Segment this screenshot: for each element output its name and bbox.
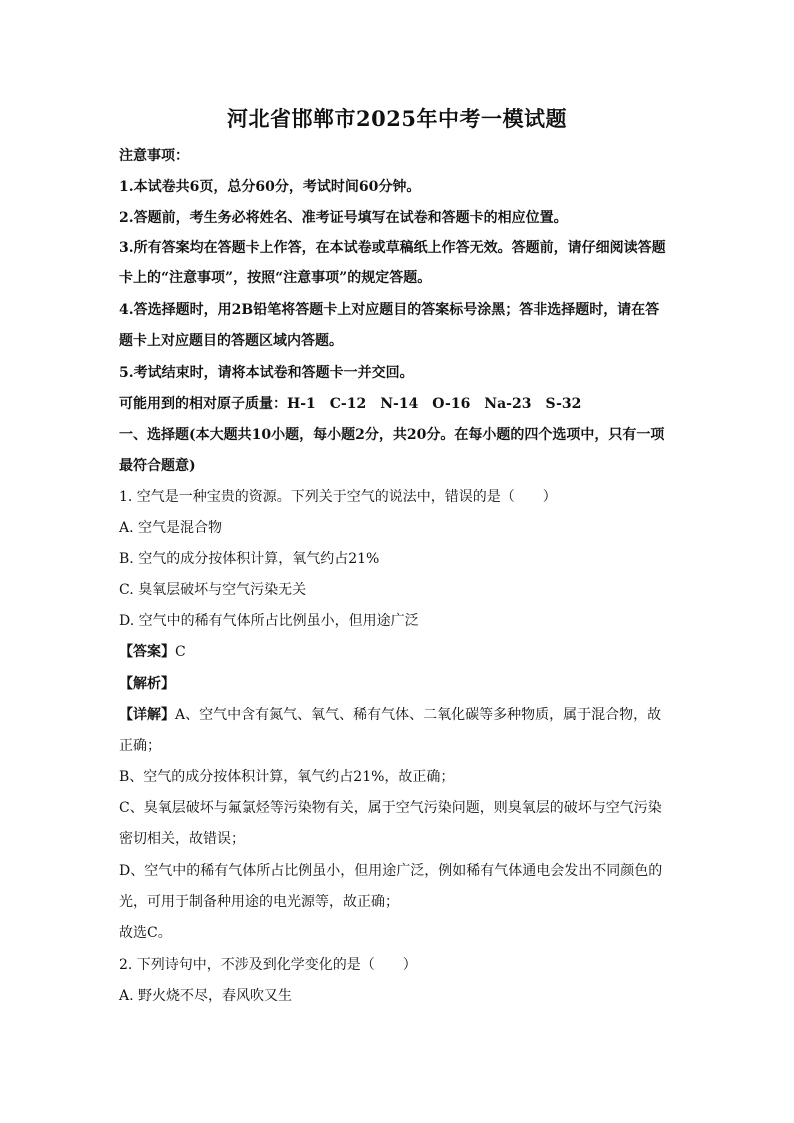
analysis-label: 【解析】 [119, 676, 175, 692]
detail-line-7: 光，可用于制备种用途的电光源等，故正确； [119, 894, 399, 910]
notice-item-2: 2.答题前，考生务必将姓名、准考证号填写在试卷和答题卡的相应位置。 [119, 210, 568, 226]
detail-line-2: 正确； [119, 738, 161, 754]
notice-item-4: 4.答选择题时，用2B铅笔将答题卡上对应题目的答案标号涂黑；答非选择题时，请在答 [119, 302, 660, 318]
question-1-option-c: C. 臭氧层破坏与空气污染无关 [119, 582, 307, 598]
detail-label: 【详解】 [119, 707, 175, 723]
detail-line-3: B、空气的成分按体积计算，氧气约占21%，故正确； [119, 769, 455, 785]
detail-line-5: 密切相关，故错误； [119, 831, 245, 847]
answer-line [119, 642, 186, 662]
notice-item-3: 3.所有答案均在答题卡上作答，在本试卷或草稿纸上作答无效。答题前，请仔细阅读答题 [119, 240, 666, 256]
question-1-option-b: B. 空气的成分按体积计算，氧气约占21% [119, 551, 380, 567]
answer-value: C [175, 644, 186, 660]
question-1-option-d: D. 空气中的稀有气体所占比例虽小，但用途广泛 [119, 613, 419, 629]
notice-item-3-cont: 卡上的“注意事项”，按照“注意事项”的规定答题。 [119, 270, 432, 286]
notice-item-1: 1.本试卷共6页，总分60分，考试时间60分钟。 [119, 179, 421, 195]
detail-text: A、空气中含有氮气、氧气、稀有气体、二氧化碳等多种物质，属于混合物，故 [175, 707, 662, 723]
question-1-option-a: A. 空气是混合物 [119, 520, 223, 536]
section-heading-cont: 最符合题意) [119, 458, 196, 474]
page-title: 河北省邯郸市2025年中考一模试题 [227, 106, 567, 131]
notice-heading: 注意事项： [119, 148, 189, 164]
question-2-stem: 2. 下列诗句中，不涉及到化学变化的是（ ） [119, 957, 417, 973]
question-1-stem: 1. 空气是一种宝贵的资源。下列关于空气的说法中，错误的是（ ） [119, 489, 557, 505]
notice-item-5: 5.考试结束时，请将本试卷和答题卡一并交回。 [119, 365, 414, 381]
detail-line-4: C、臭氧层破坏与氟氯烃等污染物有关，属于空气污染问题，则臭氧层的破坏与空气污染 [119, 800, 662, 816]
notice-item-4-cont: 题卡上对应题目的答题区域内答题。 [119, 333, 343, 349]
detail-line-8: 故选C。 [119, 925, 172, 941]
atomic-masses: 可能用到的相对原子质量：H-1 C-12 N-14 O-16 Na-23 S-32 [119, 396, 582, 412]
section-heading: 一、选择题(本大题共10小题，每小题2分，共20分。在每小题的四个选项中，只有一项 [119, 427, 665, 443]
detail-line-1 [119, 705, 661, 725]
answer-label: 【答案】 [119, 644, 175, 660]
detail-line-6: D、空气中的稀有气体所占比例虽小，但用途广泛，例如稀有气体通电会发出不同颜色的 [119, 863, 663, 879]
question-2-option-a: A. 野火烧不尽，春风吹又生 [119, 988, 293, 1004]
